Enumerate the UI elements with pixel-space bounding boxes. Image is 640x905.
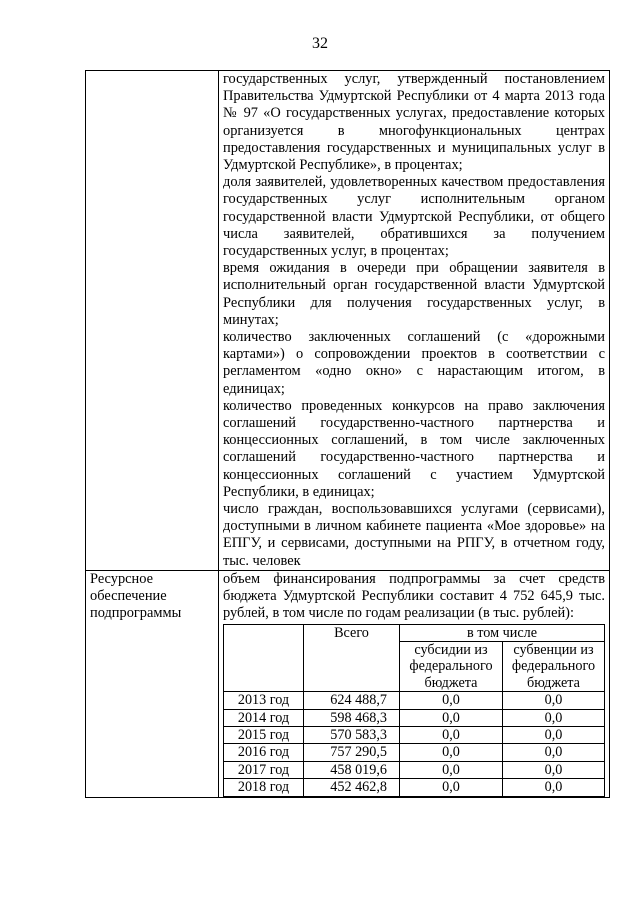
resource-label: Ресурсное обеспечение подпрограммы [90, 570, 182, 622]
group-header: в том числе [400, 624, 605, 641]
indicator-item: количество проведенных конкурсов на право заключения соглашений государственно-частного партнерства и концессионных соглашений, в том числе заключенных соглашений государственно-частного партнерства и концессионных соглашений с участием Удмуртской Республики, в единицах; [223, 397, 605, 500]
page-number: 32 [312, 35, 328, 52]
financing-row [224, 779, 605, 796]
financing-row [224, 761, 605, 778]
resource-text: объем финансирования подпрограммы за счет средств бюджета Удмуртской Республики составит 4 752 645,9 тыс. рублей, в том числе по годам реализации (в тыс. рублей): [223, 570, 605, 622]
total-header: Всего [304, 624, 400, 692]
subventions-cell: 0,0 [503, 761, 605, 778]
subventions-header: субвенции из федерального бюджета [503, 641, 605, 691]
year-header-cell [224, 624, 304, 692]
year-cell: 2016 год [224, 744, 304, 761]
subventions-cell: 0,0 [503, 709, 605, 726]
passport-table [85, 70, 610, 798]
subsidies-cell: 0,0 [400, 726, 503, 743]
financing-header-row [224, 624, 605, 641]
subventions-cell: 0,0 [503, 779, 605, 796]
financing-row [224, 726, 605, 743]
total-cell: 757 290,5 [304, 744, 400, 761]
indicator-item: число граждан, воспользовавшихся услугами (сервисами), доступными в личном кабинете пациента «Мое здоровье» на ЕПГУ, и сервисами, доступными на РПГУ, в отчетном году, тыс. человек [223, 501, 605, 569]
indicators-row [86, 71, 610, 571]
financing-table [223, 624, 605, 797]
indicators-label-cell [86, 71, 219, 571]
subventions-cell: 0,0 [503, 692, 605, 709]
resource-row [86, 570, 610, 797]
subventions-cell: 0,0 [503, 726, 605, 743]
total-cell: 624 488,7 [304, 692, 400, 709]
subsidies-cell: 0,0 [400, 761, 503, 778]
year-cell: 2015 год [224, 726, 304, 743]
total-cell: 452 462,8 [304, 779, 400, 796]
financing-row [224, 744, 605, 761]
subsidies-cell: 0,0 [400, 744, 503, 761]
year-cell: 2018 год [224, 779, 304, 796]
financing-rows [224, 692, 605, 796]
indicator-item: количество заключенных соглашений (с «дорожными картами») о сопровождении проектов в соответствии с регламентом «одно окно» с нарастающим итогом, в единицах; [223, 329, 605, 397]
indicator-item: время ожидания в очереди при обращении заявителя в исполнительный орган государственной власти Удмуртской Республики для получения государственных услуг, в минутах; [223, 260, 605, 328]
total-cell: 598 468,3 [304, 709, 400, 726]
year-cell: 2017 год [224, 761, 304, 778]
indicator-item: доля заявителей, удовлетворенных качеством предоставления государственных услуг исполнительным органом государственной власти Удмуртской Республики, от общего числа заявителей, обратившихся за получением государственных услуг, в процентах; [223, 174, 605, 260]
subsidies-cell: 0,0 [400, 692, 503, 709]
indicators-cell [219, 71, 610, 571]
subventions-cell: 0,0 [503, 744, 605, 761]
subsidies-cell: 0,0 [400, 779, 503, 796]
resource-label-cell [86, 570, 219, 797]
indicator-item: государственных услуг, утвержденный постановлением Правительства Удмуртской Республики от 4 марта 2013 года № 97 «О государственных услугах, предоставление которых организуется в многофункциональных центрах предоставления государственных и муниципальных услуг в Удмуртской Республике», в процентах; [223, 71, 605, 174]
total-cell: 570 583,3 [304, 726, 400, 743]
financing-row [224, 692, 605, 709]
subsidies-cell: 0,0 [400, 709, 503, 726]
subsidies-header: субсидии из федерального бюджета [400, 641, 503, 691]
total-cell: 458 019,6 [304, 761, 400, 778]
resource-cell [219, 570, 610, 797]
financing-row [224, 709, 605, 726]
year-cell: 2014 год [224, 709, 304, 726]
year-cell: 2013 год [224, 692, 304, 709]
